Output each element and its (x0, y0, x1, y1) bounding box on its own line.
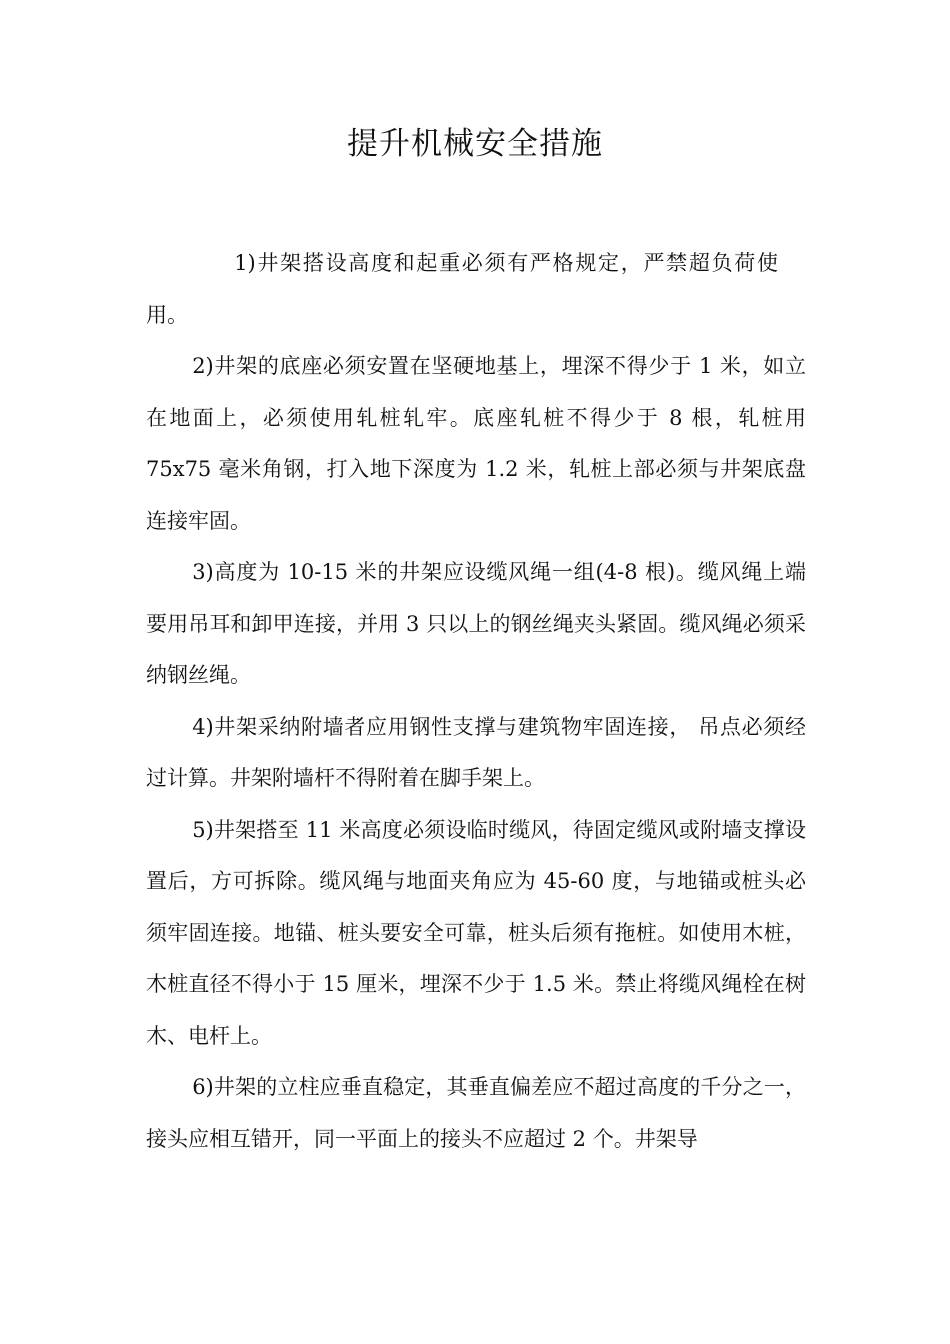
paragraph-2: 2)井架的底座必须安置在坚硬地基上，埋深不得少于 1 米，如立在地面上，必须使用轧桩轧牢。底座轧桩不得少于 8 根，轧桩用 75x75 毫米角钢，打入地下深度为 1.2 米，轧桩上部必须与井架底盘连接牢固。 (146, 354, 806, 533)
paragraph-4: 4)井架采纳附墙者应用钢性支撑与建筑物牢固连接， 吊点必须经过计算。井架附墙杆不得附着在脚手架上。 (146, 714, 806, 790)
document-body (146, 238, 806, 1165)
paragraph-3: 3)高度为 10-15 米的井架应设缆风绳一组(4-8 根)。缆风绳上端要用吊耳和卸甲连接，并用 3 只以上的钢丝绳夹头紧固。缆风绳必须采纳钢丝绳。 (146, 560, 806, 687)
paragraph-1: 1)井架搭设高度和起重必须有严格规定，严禁超负荷使用。 (146, 251, 778, 327)
document-title: 提升机械安全措施 (347, 126, 603, 162)
paragraph-6: 6)井架的立柱应垂直稳定，其垂直偏差应不超过高度的千分之一，接头应相互错开，同一平面上的接头不应超过 2 个。井架导 (146, 1075, 806, 1151)
paragraph-5: 5)井架搭至 11 米高度必须设临时缆风，待固定缆风或附墙支撑设置后，方可拆除。缆风绳与地面夹角应为 45-60 度，与地锚或桩头必须牢固连接。地锚、桩头要安全可靠，桩头后须有拖桩。如使用木桩，木桩直径不得小于 15 厘米，埋深不少于 1.5 米。禁止将缆风绳栓在树木、电杆上。 (146, 817, 806, 1048)
